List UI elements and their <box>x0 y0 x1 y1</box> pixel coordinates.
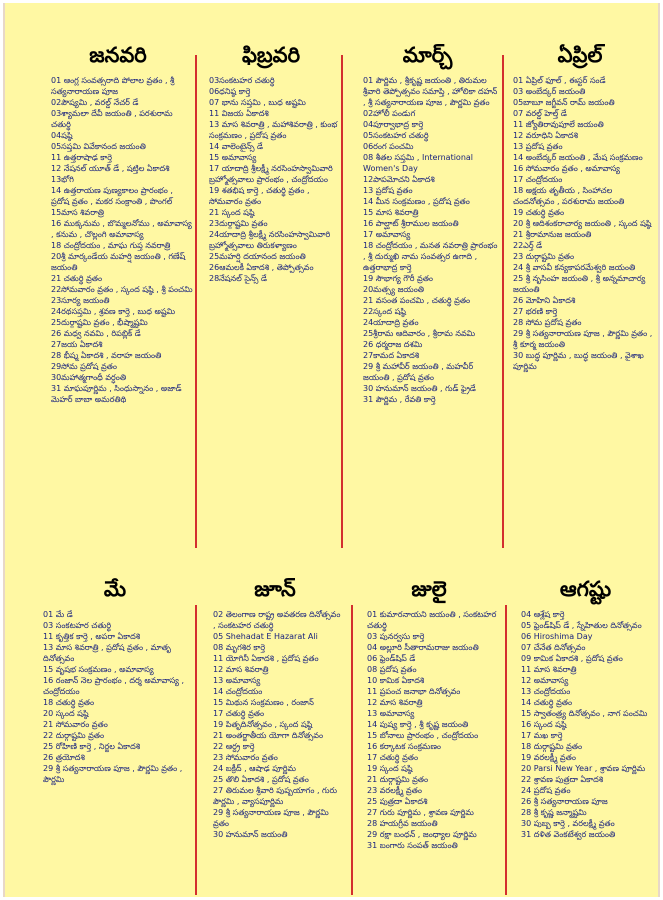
column-divider <box>195 605 197 895</box>
calendar-entry: 21 స్కంద షష్ఠి <box>209 208 255 217</box>
calendar-entry: 04షష్ఠి <box>51 131 73 140</box>
calendar-entry: 03 సంకటహర చతుర్థి <box>43 621 112 630</box>
month-title: మార్చ్ <box>402 43 453 67</box>
calendar-entry: 17 యాదాద్రి శ్రీలక్ష్మీ నరసింహస్వామివారి బ్రహ్మోత్సవాలు ప్రారంభం , చంద్రోదయం <box>209 164 333 184</box>
calendar-entry: 05సప్తమి వివేకానంద జయంతి <box>51 142 146 151</box>
month-july <box>359 569 499 895</box>
entry-list <box>355 75 500 405</box>
calendar-entry: 24 బక్రీద్ , ఆషాఢ పూర్ణిమ <box>213 764 296 773</box>
calendar-entry: 12 మాస శివరాత్రి <box>367 698 423 707</box>
calendar-entry: 25 శ్రీ నృసింహ జయంతి , శ్రీ అన్నమాచార్య జయంతి <box>513 274 646 294</box>
calendar-entry: 01 ఏప్రిల్ ఫూల్ , ఈస్టర్ సండే <box>513 76 606 85</box>
calendar-entry: 14 వాలెంటైన్స్ డే <box>209 142 263 151</box>
calendar-entry: 03సంకటహర చతుర్థి <box>209 76 275 85</box>
column-divider <box>195 55 197 548</box>
calendar-entry: 18 చతుర్థి వ్రతం <box>43 698 95 707</box>
calendar-entry: 01 మే డే <box>43 610 73 619</box>
calendar-entry: 06 Hiroshima Day <box>521 632 593 641</box>
calendar-entry: 14 అంబేద్కర్ జయంతి , మేష సంక్రమణం <box>513 153 643 162</box>
calendar-entry: 30 బుద్ధ పూర్ణిమ , బుద్ధ జయంతి , వైశాఖ పూర్ణిమ <box>513 351 644 371</box>
calendar-entry: 26 మోహిని ఏకాదశి <box>513 296 576 305</box>
calendar-entry: 03 అంబేద్కర్ జయంతి <box>513 87 586 96</box>
calendar-entry: 20 Parsi New Year , శ్రావణ పూర్ణిమ <box>521 764 646 773</box>
calendar-entry: 31 దళిత వెంకటేశ్వర జయంతి <box>521 830 616 839</box>
calendar-entry: 18 చంద్రోదయం , మాఘ గుప్త నవరాత్రి <box>51 241 171 250</box>
calendar-entry: 17 అమావాస్య <box>363 230 411 239</box>
calendar-entry: 25మహర్షి దయానంద జయంతి <box>209 252 306 261</box>
calendar-entry: 11 ప్రపంచ జనాభా దినోత్సవం <box>367 687 461 696</box>
calendar-entry: 13 చంద్రోదయం <box>521 687 571 696</box>
month-title: ఏప్రిల్ <box>557 43 603 67</box>
calendar-entry: 18 దుర్గాష్టమి వ్రతం <box>521 742 583 751</box>
calendar-entry: 11 జ్యోతిరావుపూలే జయంతి <box>513 120 604 129</box>
calendar-entry: 08 ప్రదోష వ్రతం <box>367 665 417 674</box>
calendar-entry: 11 కృత్తిక కార్తె , అపరా ఏకాదశి <box>43 632 141 641</box>
calendar-entry: 08 మృగశిర కార్తె <box>213 643 266 652</box>
calendar-entry: 29 శ్రీ సత్యనారాయణ పూజ , పౌర్ణమి వ్రతం , పౌర్ణమి <box>43 764 183 784</box>
calendar-entry: 05బాబూ జగ్జీవన్ రామ్ జయంతి <box>513 98 615 107</box>
calendar-entry: 23 వరలక్ష్మీ వ్రతం <box>367 786 422 795</box>
calendar-entry: 14 ఉత్తరాయణ పుణ్యకాలం ప్రారంభం , ప్రదోష వ్రతం , మకర సంక్రాంతి , పొంగల్ <box>51 186 173 206</box>
calendar-entry: 28 భీష్మ ఏకాదశి , వరాహ జయంతి <box>51 351 162 360</box>
calendar-entry: 30 పుబ్బ కార్తె , వరలక్ష్మీ వ్రతం <box>521 819 615 828</box>
calendar-entry: 01 పౌర్ణిమ , శ్రీకృష్ణ జయంతి , తిరుమల శ్రీవారి తెప్పోత్సవం సమాప్తి , హోలికా దహన్ , శ్రీ సత్యనారాయణ పూజ , పౌర్ణమి వ్రతం <box>363 76 498 107</box>
calendar-entry: 31 మాఘపూర్ణిమ , సింధుస్నానం , అజాడ్ మెహర్ బాబా అమరతిథి <box>51 384 182 404</box>
calendar-entry: 27 భరణి కార్తె <box>513 307 558 316</box>
calendar-entry: 30మహాత్మగాంధీ వర్ధంతి <box>51 373 127 382</box>
calendar-entry: 23 సోమవారం వ్రతం <box>213 753 278 762</box>
calendar-entry: 25 రోహిణి కార్తె , నిర్జల ఏకాదశి <box>43 742 141 751</box>
calendar-entry: 06 ఫ్రెండ్‌షిప్ డే <box>367 654 416 663</box>
calendar-entry: 21 శ్రీరామానుజ జయంతి <box>513 230 592 239</box>
calendar-entry: 15మాస శివరాత్రి <box>51 208 104 217</box>
month-june <box>205 569 345 895</box>
calendar-entry: 22స్కంద షష్ఠి <box>363 307 407 316</box>
calendar-entry: 11 విజయ ఏకాదశి <box>209 109 269 118</box>
calendar-entry: 28 శ్రీ కృష్ణ జన్మాష్టమి <box>521 808 587 817</box>
calendar-entry: 26ఆమలకీ ఏకాదశి , తెప్పోత్సవం <box>209 263 314 272</box>
calendar-entry: 16 కర్కాటక సంక్రమణం <box>367 742 441 751</box>
calendar-entry: 21 వసంత పంచమి , చతుర్థి వ్రతం <box>363 296 471 305</box>
calendar-entry: 13 అమావాస్య <box>213 676 261 685</box>
calendar-entry: 15 మిథున సంక్రమణం , రంజాన్ <box>213 698 314 707</box>
entry-list <box>505 75 655 372</box>
column-divider <box>351 605 353 895</box>
calendar-entry: 20శ్రీ మార్కండేయ మహర్షి జయంతి , గణేష్ జయంతి <box>51 252 186 272</box>
calendar-entry: 07 భాను సప్తమి , బుధ అష్టమి <box>209 98 306 107</box>
calendar-entry: 15 వృషభ సంక్రమణం , అమావాస్య <box>43 665 154 674</box>
calendar-entry: 07 చేనేత దినోత్సవం <box>521 643 586 652</box>
calendar-entry: 18 అక్షయ తృతీయ , సింహాచల చందనోత్సవం , పరశురామ జయంతి <box>513 186 625 206</box>
calendar-entry: 16 సోమవారం వ్రతం , అమావాస్య <box>513 164 620 173</box>
calendar-entry: 30 హనుమాన్ జయంతి , గుడ్ ఫ్రైడే <box>363 384 476 393</box>
calendar-entry: 02హోలీ పండుగ <box>363 109 416 118</box>
calendar-entry: 17 చంద్రోదయం <box>513 175 563 184</box>
calendar-entry: 09 కామిక ఏకాదశి , ప్రదోష వ్రతం <box>521 654 623 663</box>
calendar-entry: 22ఎర్త్ డే <box>513 241 543 250</box>
month-title: ఆగష్టు <box>559 577 612 601</box>
calendar-entry: 01 కుమారనాయని జయంతి , సంకటహర చతుర్థి <box>367 610 497 630</box>
calendar-entry: 04పూర్వాభాద్ర కార్తె <box>363 120 424 129</box>
calendar-entry: 15 స్వాతంత్ర్య దినోత్సవం , నాగ పంచమి <box>521 709 648 718</box>
calendar-entry: 05 ఫ్రెండ్‌షిప్ డే , స్నేహితుల దినోత్సవం <box>521 621 642 630</box>
calendar-entry: 19 చతుర్థి వ్రతం <box>513 208 565 217</box>
calendar-entry: 01 ఆంగ్ల సంవత్సరాది పోలాల వ్రతం , శ్రీ సత్యనారాయణ పూజ <box>51 76 175 96</box>
calendar-entry: 15 అమావాస్య <box>209 153 257 162</box>
calendar-entry: 24యాదాద్రి శ్రీలక్ష్మీ నరసింహస్వామివారి బ్రహ్మోత్సవాలు తిరుకళ్యాణం <box>209 230 331 250</box>
calendar-entry: 11 మాస శివరాత్రి <box>521 665 577 674</box>
calendar-entry: 26 శ్రీ సత్యనారాయణ పూజ <box>521 797 608 806</box>
calendar-entry: 14 చంద్రోదయం <box>213 687 263 696</box>
calendar-entry: 23దుర్గాష్టమి వ్రతం <box>209 219 268 228</box>
calendar-entry: 22 దుర్గాష్టమి వ్రతం <box>43 731 105 740</box>
column-divider <box>505 605 507 895</box>
calendar-page <box>3 3 660 897</box>
calendar-entry: 25శ్రీరామ ఆదివారం , శ్రీరామ నవమి <box>363 329 476 338</box>
calendar-entry: 19 స్కంద షష్ఠి <box>367 764 413 773</box>
calendar-entry: 26 ధర్మరాజ దశమి <box>363 340 423 349</box>
calendar-entry: 04 ఆశ్లేష కార్తె <box>521 610 565 619</box>
calendar-entry: 12 అమావాస్య <box>521 676 569 685</box>
calendar-entry: 14 మీన సంక్రమణం , ప్రదోష వ్రతం <box>363 197 470 206</box>
calendar-entry: 05సంకటహర చతుర్థి <box>363 131 429 140</box>
calendar-entry: 27జయ ఏకాదశి <box>51 340 103 349</box>
calendar-entry: 10 కామిక ఏకాదశి <box>367 676 425 685</box>
calendar-entry: 27కామద ఏకాదశి <box>363 351 420 360</box>
calendar-entry: 29 శ్రీ సత్యనారాయణ పూజ , పౌర్ణమి వ్రతం , శ్రీ కూర్మ జయంతి <box>513 329 653 349</box>
calendar-entry: 30 హనుమాన్ జయంతి <box>213 830 288 839</box>
calendar-entry: 23 దుర్గాష్టమి వ్రతం <box>513 252 575 261</box>
calendar-entry: 27 తిరుమల శ్రీవారి పుష్పయాగం , గురు పౌర్ణమి , వ్యాసపూర్ణిమ <box>213 786 337 806</box>
calendar-entry: 22 శ్రావణ పుత్రదా ఏకాదశి <box>521 775 604 784</box>
entry-list <box>35 609 195 785</box>
calendar-entry: 29 శ్రీ సత్యనారాయణ పూజ , పౌర్ణమి వ్రతం <box>213 808 329 828</box>
calendar-entry: 13 అమావాస్య <box>367 709 415 718</box>
calendar-entry: 29సోమ ప్రదోష వ్రతం <box>51 362 117 371</box>
calendar-entry: 14 పుష్య కార్తె , శ్రీ కృష్ణ జయంతి <box>367 720 469 729</box>
calendar-entry: 13 ప్రదోష వ్రతం <box>363 186 413 195</box>
calendar-entry: 25 తొలి ఏకాదశి , ప్రదోష వ్రతం <box>213 775 309 784</box>
entry-list <box>201 75 341 284</box>
calendar-entry: 31 బంగారు సంపత్ జయంతి <box>367 841 458 850</box>
month-title: జులై <box>411 577 447 601</box>
calendar-entry: 22 ఆర్ద్ర కార్తె <box>213 742 255 751</box>
calendar-entry: 12 నేషనల్ యూత్ డే , షట్తిల ఏకాదశి <box>51 164 170 173</box>
calendar-entry: 17 చతుర్థి వ్రతం <box>367 753 419 762</box>
calendar-entry: 24 శ్రీ వాసవీ కన్యకాపరమేశ్వరి జయంతి <box>513 263 636 272</box>
calendar-entry: 21 అంతర్జాతీయ యోగా దినోత్సవం <box>213 731 324 740</box>
calendar-entry: 03శ్యామలా దేవీ జయంతి , పరశురామ చతుర్థి <box>51 109 173 129</box>
calendar-entry: 13భోగి <box>51 175 74 184</box>
calendar-entry: 03 పునర్వసు కార్తె <box>367 632 425 641</box>
calendar-entry: 31 పౌర్ణిమ , రేవతి కార్తె <box>363 395 436 404</box>
calendar-entry: 13 మాస శివరాత్రి , మహాశివరాత్రి , కుంభ సంక్రమణం , ప్రదోష వ్రతం <box>209 120 338 140</box>
calendar-entry: 25దుర్గాష్టమి వ్రతం , భీష్మాష్టమి <box>51 318 148 327</box>
calendar-entry: 26 త్రయోదశి <box>43 753 85 762</box>
calendar-entry: 22సోమవారం వ్రతం , స్కంద షష్ఠి , శ్రీ పంచమి <box>51 285 193 294</box>
month-title: ఫిబ్రవరి <box>241 43 301 67</box>
calendar-entry: 16 రంజాన్ నెల ప్రారంభం , దర్శ అమావాస్య , చంద్రోదయం <box>43 676 184 696</box>
calendar-entry: 04 అల్లూరి సీతారామరాజు జయంతి <box>367 643 479 652</box>
calendar-entry: 28నేషనల్ సైన్స్ డే <box>209 274 267 283</box>
calendar-entry: 18 చంద్రోదయం , మనత నవరాత్రి ప్రారంభం , శ్రీ దుర్ముఖి నామ సంవత్సర ఉగాది , ఉత్తరాభాద్ర కార్తె <box>363 241 498 272</box>
calendar-entry: 20 శ్రీ ఆదిశంకరాచార్య జయంతి , స్కంద షష్ఠి <box>513 219 652 228</box>
calendar-entry: 17 చతుర్థి వ్రతం <box>213 709 265 718</box>
calendar-entry: 15 మాస శివరాత్రి <box>363 208 419 217</box>
calendar-entry: 12 మాస శివరాత్రి <box>213 665 269 674</box>
calendar-entry: 15 బోనాలు ప్రారంభం , చంద్రోదయం <box>367 731 479 740</box>
month-title: జూన్ <box>254 577 296 601</box>
calendar-entry: 24రథసప్తమి , శ్రవణ కార్తె , బుధ అష్టమి <box>51 307 176 316</box>
calendar-entry: 08 శీతల సప్తమి , International Women's Day <box>363 153 474 173</box>
month-may <box>35 569 195 895</box>
calendar-entry: 24 ప్రదోష వ్రతం <box>521 786 571 795</box>
calendar-entry: 26 మధ్వ నవమి , రిపబ్లిక్ డే <box>51 329 141 338</box>
calendar-entry: 02పౌష్యమి , వరల్డ్ నేచర్ డే <box>51 98 139 107</box>
calendar-entry: 19 సౌభాగ్య గౌరీ వ్రతం <box>363 274 433 283</box>
calendar-entry: 12పాపమోచని ఏకాదశి <box>363 175 435 184</box>
column-divider <box>502 55 504 548</box>
calendar-entry: 21 దుర్గాష్టమి వ్రతం <box>367 775 429 784</box>
calendar-entry: 05 Shehadat E Hazarat Ali <box>213 632 318 641</box>
calendar-entry: 12 వరూధిని ఏకాదశి <box>513 131 578 140</box>
calendar-entry: 29 శ్రీ మహావీర్ జయంతి , మహవీర్ జయంతి , ప్రదోష వ్రతం <box>363 362 474 382</box>
calendar-entry: 13 మాస శివరాత్రి , ప్రదోష వ్రతం , మాతృ దినోత్సవం <box>43 643 171 663</box>
calendar-entry: 11 యోగినీ ఏకాదశి , ప్రదోష వ్రతం <box>213 654 319 663</box>
calendar-entry: 19 పితృదినోత్సవం , స్కంద షష్ఠి <box>213 720 313 729</box>
month-february <box>201 35 341 550</box>
calendar-entry: 28 హయగ్రీవ జయంతి <box>367 819 438 828</box>
calendar-entry: 24యాదాద్రి వ్రతం <box>363 318 419 327</box>
calendar-entry: 23సూర్య జయంతి <box>51 296 110 305</box>
month-april <box>505 35 655 550</box>
calendar-entry: 02 తెలంగాణ రాష్ట్ర అవతరణ దినోత్సవం , సంకటహర చతుర్థి <box>213 610 341 630</box>
calendar-entry: 06రంగ పంచమి <box>363 142 414 151</box>
calendar-entry: 27 గురు పూర్ణిమ , శ్రావణ పూర్ణిమ <box>367 808 474 817</box>
calendar-entry: 20మత్స్య జయంతి <box>363 285 425 294</box>
calendar-entry: 14 చతుర్థి వ్రతం <box>521 698 573 707</box>
calendar-entry: 28 సోమ ప్రదోష వ్రతం <box>513 318 582 327</box>
month-title: జనవరి <box>89 43 147 67</box>
calendar-entry: 11 ఉత్తరాషాఢ కార్తె <box>51 153 112 162</box>
calendar-entry: 19 వరలక్ష్మీ వ్రతం <box>521 753 576 762</box>
entry-list <box>513 609 658 840</box>
month-august <box>513 569 658 895</box>
calendar-entry: 07 వరల్డ్ హెల్త్ డే <box>513 109 567 118</box>
calendar-entry: 16 స్కంద షష్ఠి <box>521 720 567 729</box>
entry-list <box>43 75 193 405</box>
month-title: మే <box>103 577 127 601</box>
calendar-entry: 17 మఖ కార్తె <box>521 731 563 740</box>
calendar-entry: 19 శతభిష కార్తె , చతుర్థి వ్రతం , సోమవారం వ్రతం <box>209 186 310 206</box>
calendar-entry: 16 పాల్ఘాట్ శ్రీరాముల జయంతి <box>363 219 459 228</box>
entry-list <box>205 609 345 840</box>
calendar-entry: 29 రక్షా బంధన్ , జంధ్యాల పూర్ణిమ <box>367 830 477 839</box>
calendar-entry: 21 చతుర్థి వ్రతం <box>51 274 103 283</box>
column-divider <box>341 55 343 548</box>
calendar-entry: 20 స్కంద షష్ఠి <box>43 709 89 718</box>
calendar-entry: 25 పుత్రదా ఏకాదశి <box>367 797 428 806</box>
month-january <box>43 35 193 550</box>
entry-list <box>359 609 499 851</box>
calendar-entry: 21 సోమవారం వ్రతం <box>43 720 108 729</box>
calendar-entry: 13 ప్రదోష వ్రతం <box>513 142 563 151</box>
month-march <box>355 35 500 550</box>
calendar-entry: 06ధనిష్ఠ కార్తె <box>209 87 251 96</box>
calendar-entry: 16 ముక్కనుమ , బొమ్మలనోము , అమావాస్య , కనుమ , చొల్లంగి అమావాస్య <box>51 219 192 239</box>
